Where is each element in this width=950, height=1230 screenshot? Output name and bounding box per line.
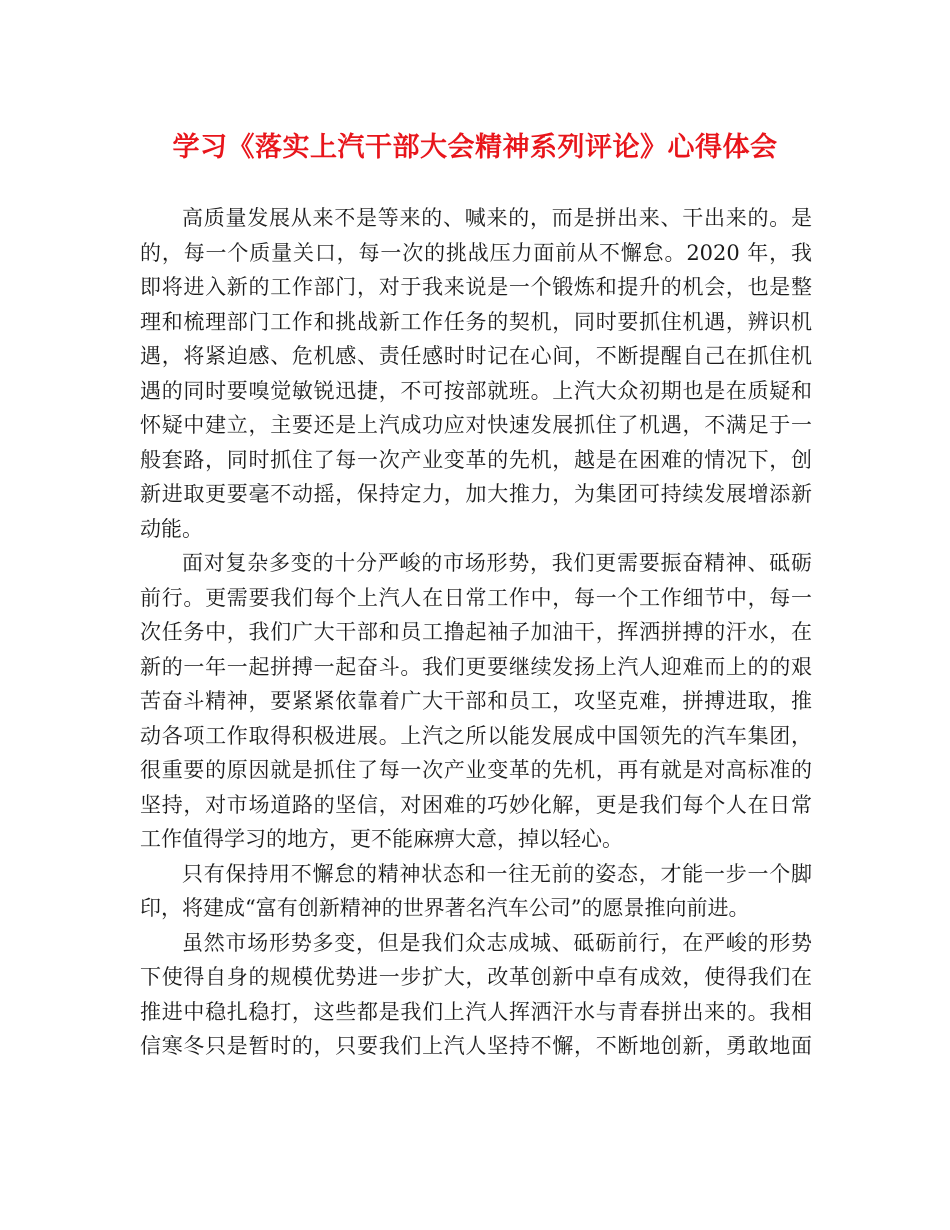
text-line: 前行。更需要我们每个上汽人在日常工作中，每一个工作细节中，每一 — [140, 585, 812, 610]
text-line: 坚持，对市场道路的坚信，对困难的巧妙化解，更是我们每个人在日常 — [140, 792, 812, 817]
document-body — [140, 201, 812, 1064]
text-line: 遇，将紧迫感、危机感、责任感时时记在心间，不断提醒自己在抓住机 — [140, 344, 812, 368]
text-line: 下使得自身的规模优势进一步扩大，改革创新中卓有成效，使得我们在 — [140, 965, 812, 989]
text-line: 遇的同时要嗅觉敏锐迅捷，不可按部就班。上汽大众初期也是在质疑和 — [140, 378, 812, 403]
text-line: 的，每一个质量关口，每一次的挑战压力面前从不懈怠。2020 年，我 — [140, 240, 812, 265]
text-line: 很重要的原因就是抓住了每一次产业变革的先机，再有就是对高标准的 — [140, 758, 812, 782]
text-line: 推进中稳扎稳打，这些都是我们上汽人挥洒汗水与青春拼出来的。我相 — [140, 999, 812, 1024]
text-line: 即将进入新的工作部门，对于我来说是一个锻炼和提升的机会，也是整 — [140, 275, 812, 299]
text-line: 苦奋斗精神，要紧紧依靠着广大干部和员工，攻坚克难，拼搏进取，推 — [140, 689, 812, 713]
text-line: 虽然市场形势多变，但是我们众志成城、砥砺前行，在严峻的形势 — [182, 930, 812, 955]
text-line: 理和梳理部门工作和挑战新工作任务的契机，同时要抓住机遇，辨识机 — [140, 309, 812, 334]
text-line: 新进取更要毫不动摇，保持定力，加大推力，为集团可持续发展增添新 — [140, 482, 812, 506]
text-line: 怀疑中建立，主要还是上汽成功应对快速发展抓住了机遇，不满足于一 — [140, 413, 812, 437]
text-line: 信寒冬只是暂时的，只要我们上汽人坚持不懈，不断地创新，勇敢地面 — [140, 1034, 812, 1058]
paragraph — [140, 201, 812, 546]
text-line: 动各项工作取得积极进展。上汽之所以能发展成中国领先的汽车集团， — [140, 723, 812, 748]
text-line: 般套路，同时抓住了每一次产业变革的先机，越是在困难的情况下，创 — [140, 447, 812, 472]
text-line: 新的一年一起拼搏一起奋斗。我们更要继续发扬上汽人迎难而上的的艰 — [140, 654, 812, 679]
text-line: 印，将建成“富有创新精神的世界著名汽车公司”的愿景推向前进。 — [140, 896, 750, 920]
text-line: 动能。 — [140, 516, 203, 541]
paragraph — [140, 546, 812, 857]
paragraph — [140, 857, 812, 926]
text-line: 高质量发展从来不是等来的、喊来的，而是拼出来、干出来的。是 — [182, 206, 812, 230]
document-title: 学习《落实上汽干部大会精神系列评论》心得体会 — [172, 132, 778, 163]
text-line: 面对复杂多变的十分严峻的市场形势，我们更需要振奋精神、砥砺 — [182, 551, 812, 575]
paragraph — [140, 926, 812, 1064]
text-line: 次任务中，我们广大干部和员工撸起袖子加油干，挥洒拼搏的汗水，在 — [140, 620, 812, 644]
text-line: 工作值得学习的地方，更不能麻痹大意，掉以轻心。 — [140, 827, 623, 851]
text-line: 只有保持用不懈怠的精神状态和一往无前的姿态，才能一步一个脚 — [182, 861, 812, 886]
